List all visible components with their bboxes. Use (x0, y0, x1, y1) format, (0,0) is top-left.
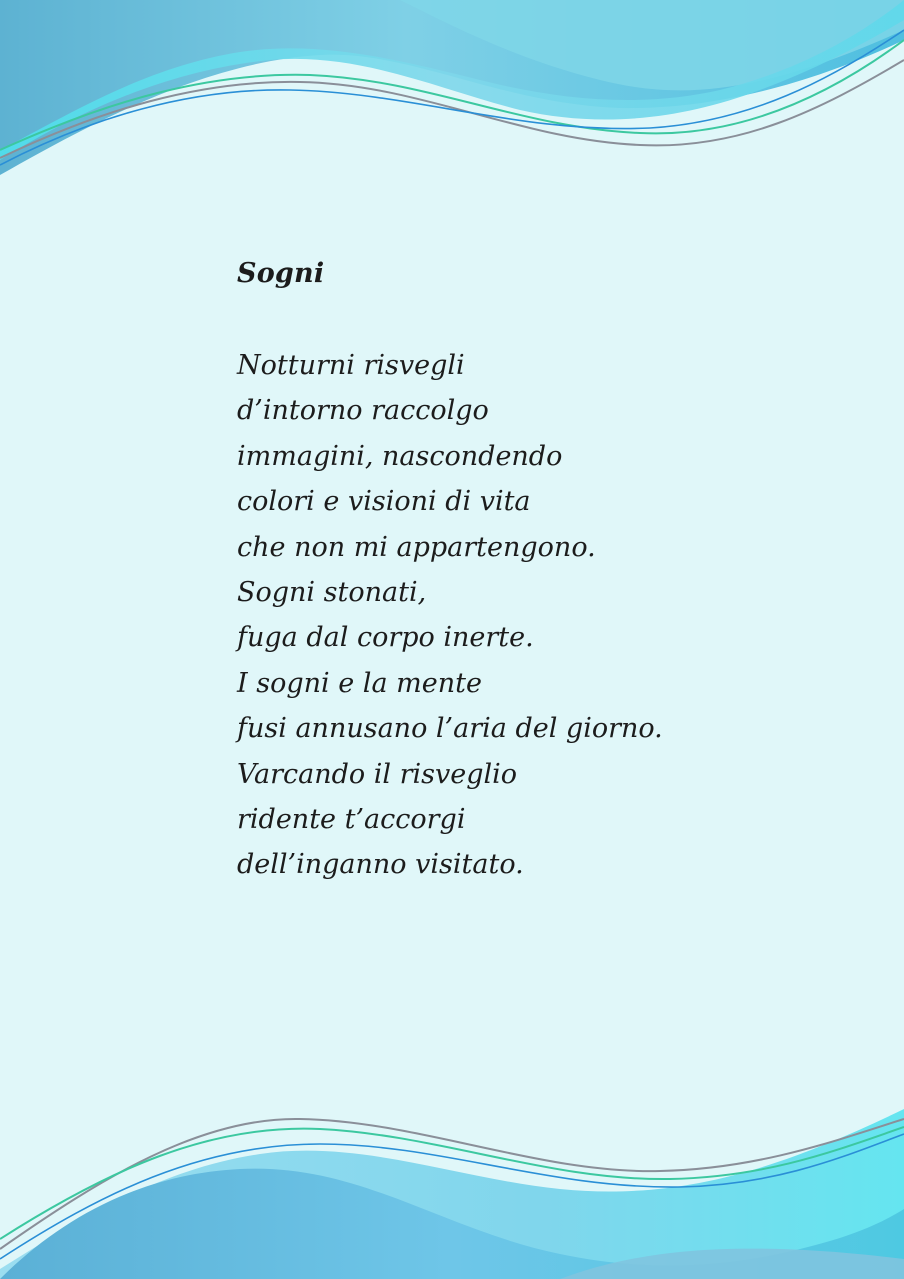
poem-body (237, 343, 837, 888)
poem-line: colori e visioni di vita (237, 486, 531, 518)
poem-title: Sogni (237, 258, 325, 289)
poem-line: che non mi appartengono. (237, 531, 596, 563)
poem-line: ridente t’accorgi (237, 804, 466, 836)
top-wave-decoration (0, 0, 904, 200)
poem-line: d’intorno raccolgo (237, 395, 489, 427)
poem-line: immagini, nascondendo (237, 440, 563, 472)
poem-line: Varcando il risveglio (237, 758, 518, 790)
poem-line: fuga dal corpo inerte. (237, 622, 534, 654)
poem-line: Sogni stonati, (237, 577, 427, 609)
poem-line: fusi annusano l’aria del giorno. (237, 713, 663, 745)
poem-line: I sogni e la mente (237, 667, 482, 699)
poem-line: dell’inganno visitato. (237, 849, 524, 881)
poem-line: Notturni risvegli (237, 350, 465, 381)
poem-block (237, 252, 837, 888)
bottom-wave-decoration (0, 1099, 904, 1279)
